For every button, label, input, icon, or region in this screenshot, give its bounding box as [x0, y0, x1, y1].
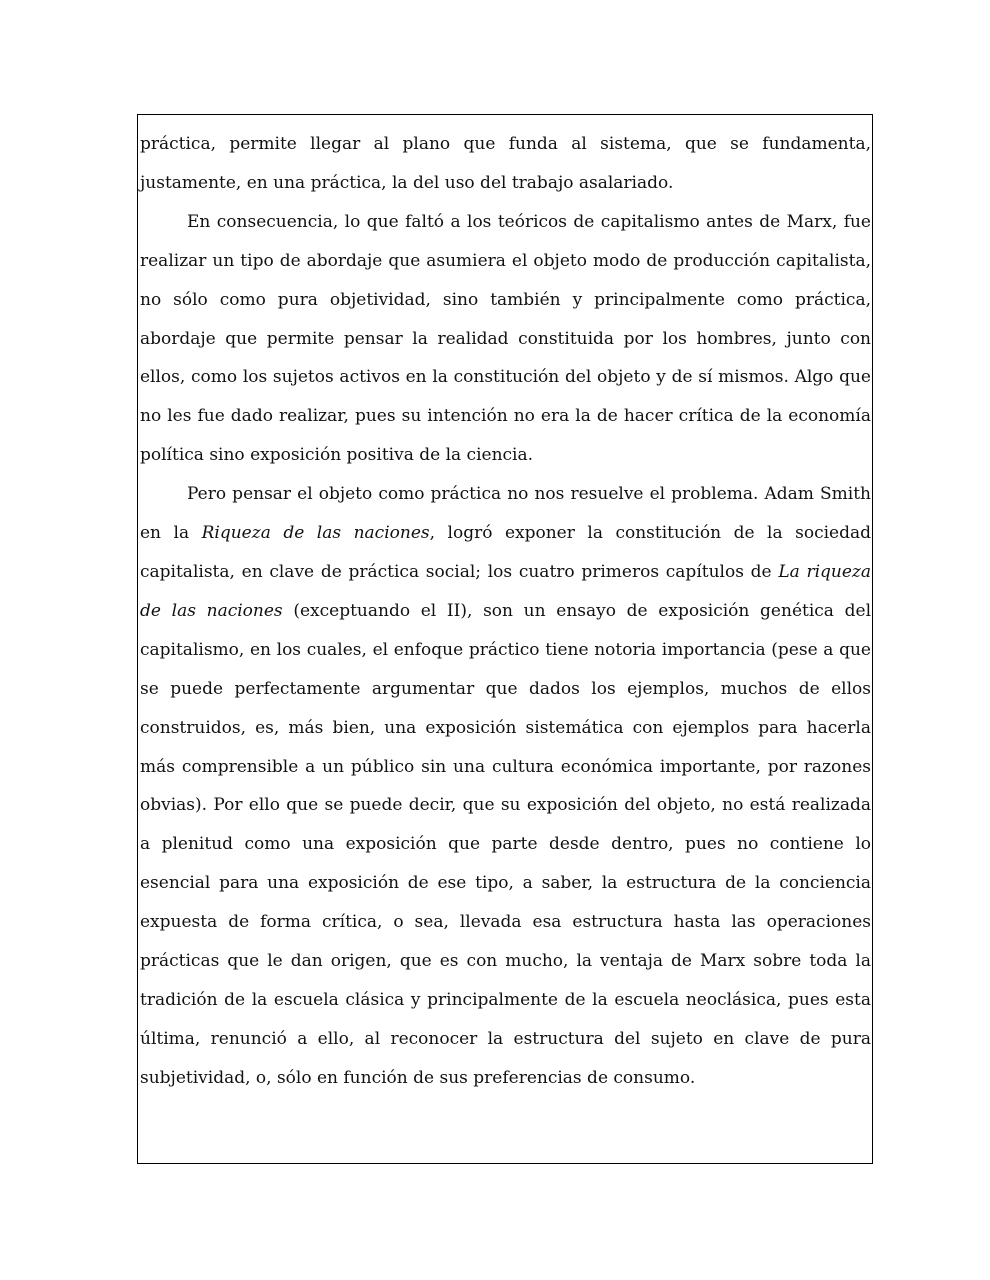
paragraph-1 [140, 125, 871, 203]
document-body [140, 125, 871, 1098]
book-title-italic-2: La riqueza de las naciones [140, 561, 871, 621]
paragraph-3 [140, 475, 871, 1098]
book-title-italic-1: Riqueza de las naciones [201, 523, 430, 544]
paragraph-2 [140, 203, 871, 475]
paragraph-3-text-b: , logró exponer la constitución de la sociedad capitalista, en clave de práctica social; los cuatro primeros capítulos de [140, 523, 872, 582]
paragraph-3-text-c: (exceptuando el II), son un ensayo de exposición genética del capitalismo, en los cuales, el enfoque práctico tiene notoria importancia (pese a que se puede perfectamente argumentar que dados los ejemplos, muchos de ellos construidos, es, más bien, una exposición sistemática con ejemplos para hacerla más comprensible a un público sin una cultura económica importante, por razones obvias). Por ello que se puede decir, que su exposición del objeto, no está realizada a plenitud como una exposición que parte desde dentro, pues no contiene lo esencial para una exposición de ese tipo, a saber, la estructura de la conciencia expuesta de forma crítica, o sea, llevada esa estructura hasta las operaciones prácticas que le dan origen, que es con mucho, la ventaja de Marx sobre toda la tradición de la escuela clásica y principalmente de la escuela neoclásica, pues esta última, renunció a ello, al reconocer la estructura del sujeto en clave de pura subjetividad, o, sólo en función de sus preferencias de consumo. [140, 600, 872, 1088]
paragraph-3-text-a: Pero pensar el objeto como práctica no nos resuelve el problema. Adam Smith en la [140, 484, 871, 544]
paragraph-1-text: práctica, permite llegar al plano que funda al sistema, que se fundamenta, justamente, en una práctica, la del uso del trabajo asalariado. [140, 134, 871, 193]
paragraph-2-text: En consecuencia, lo que faltó a los teóricos de capitalismo antes de Marx, fue realizar un tipo de abordaje que asumiera el objeto modo de producción capitalista, no sólo como pura objetividad, sino también y principalmente como práctica, abordaje que permite pensar la realidad constituida por los hombres, junto con ellos, como los sujetos activos en la constitución del objeto y de sí mismos. Algo que no les fue dado realizar, pues su intención no era la de hacer crítica de la economía política sino exposición positiva de la ciencia. [140, 211, 871, 466]
